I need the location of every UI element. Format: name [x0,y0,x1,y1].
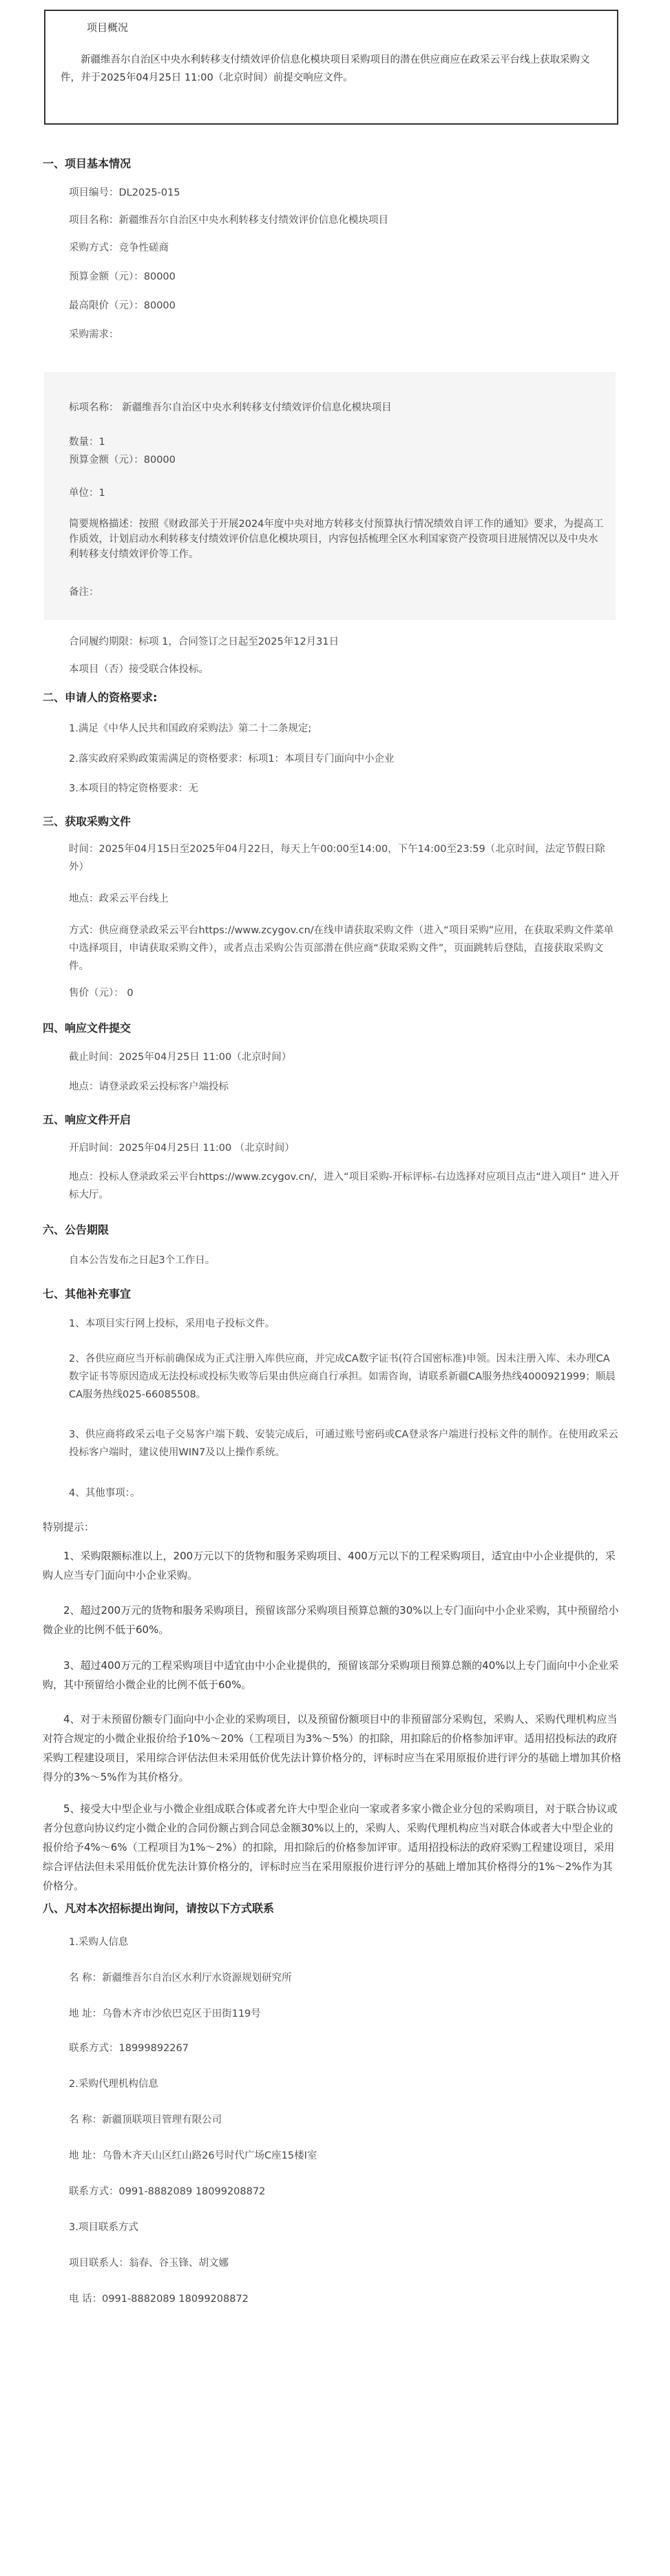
project-contacts: 项目联系人：翁春、谷玉锋、胡文娜 [69,2258,229,2269]
purchaser-name: 名 称：新疆维吾尔自治区水利厅水资源规划研究所 [69,1973,292,1984]
lot-unit: 单位：1 [69,488,105,499]
other-item-4: 4、其他事项：。 [69,1488,140,1499]
purchaser-address: 地 址：乌鲁木齐市沙依巴克区于田街119号 [69,2008,261,2019]
project-overview-box [44,10,618,125]
other-item-2: 2、各供应商应当开标前确保成为正式注册入库供应商，并完成CA数字证书(符合国密标准)申领。因未注册入库、未办理CA数字证书等原因造成无法投标或投标失败等后果由供应商自行承担。如需咨询，请联系新疆CA服务热线4000921999；顺晨CA服务热线025-66085508。 [69,1353,616,1400]
project-contact-heading: 3.项目联系方式 [69,2222,138,2233]
budget-amount: 预算金额（元）：80000 [69,271,176,282]
other-item-1: 1、本项目实行网上投标，采用电子投标文件。 [69,1318,275,1329]
special-notice-5: 5、接受大中型企业与小微企业组成联合体或者允许大中型企业向一家或者多家小微企业分包的采购项目，对于联合协议或者分包意向协议约定小微企业的合同份额占到合同总金额30%以上的，采购人、采购代理机构应当对联合体或者大中型企业的报价给予4%～6%（工程项目为1%～2%）的扣除，用扣除后的价格参加评审。适用招投标法的政府采购工程建设项目，采用综合评估法但未采用低价优先法计算价格分的，评标时应当在采用原报价进行评分的基础上增加其价格得分的1%～2%作为其价格分。 [43,1803,618,1892]
section-obtain-docs-heading: 三、获取采购文件 [43,815,132,828]
project-code: 项目编号：DL2025-015 [69,187,180,198]
max-price: 最高限价（元）：80000 [69,300,176,311]
special-notice-1: 1、采购限额标准以上，200万元以下的货物和服务采购项目、400万元以下的工程采购项目，适宜由中小企业提供的，采购人应当专门面向中小企业采购。 [43,1550,616,1581]
lot-budget: 预算金额（元）：80000 [69,455,176,466]
submission-place: 地点：请登录政采云投标客户端投标 [69,1081,229,1092]
qualification-3: 3.本项目的特定资格要求：无 [69,783,198,794]
project-name: 项目名称：新疆维吾尔自治区中央水利转移支付绩效评价信息化模块项目 [69,215,388,226]
submission-deadline: 截止时间：2025年04月25日 11:00（北京时间） [69,1052,292,1063]
announcement-period: 自本公告发布之日起3个工作日。 [69,1255,216,1266]
procurement-method: 采购方式：竞争性磋商 [69,242,169,253]
obtain-method: 方式：供应商登录政采云平台https://www.zcygov.cn/在线申请获取采购文件（进入“项目采购”应用，在获取采购文件菜单中选择项目，申请获取采购文件），或者点击采购公告页部潜在供应商“获取采购文件”，页面跳转后登陆，直接获取采购文件。 [69,925,614,972]
project-phone: 电 话：0991-8882089 18099208872 [69,2294,249,2305]
agency-name: 名 称：新疆顶联项目管理有限公司 [69,2115,222,2126]
purchaser-info-heading: 1.采购人信息 [69,1937,129,1948]
section-qualification-heading: 二、申请人的资格要求: [43,691,158,704]
opening-time: 开启时间：2025年04月25日 11:00 （北京时间） [69,1143,295,1154]
document-price: 售价（元）： 0 [69,988,134,999]
contract-period: 合同履约期限：标项 1，合同签订之日起至2025年12月31日 [69,636,339,647]
lot-quantity: 数量：1 [69,437,105,448]
qualification-1: 1.满足《中华人民共和国政府采购法》第二十二条规定; [69,723,312,734]
special-notice-3: 3、超过400万元的工程采购项目中适宜由中小企业提供的，预留该部分采购项目预算总额的40%以上专门面向中小企业采购，其中预留给小微企业的比例不低于60%。 [43,1659,619,1691]
section-contact-heading: 八、凡对本次招标提出询问，请按以下方式联系 [43,1902,275,1915]
section-other-heading: 七、其他补充事宜 [43,1287,132,1300]
overview-text: 新疆维吾尔自治区中央水利转移支付绩效评价信息化模块项目采购项目的潜在供应商应在政采云平台线上获取采购文件，并于2025年04月25日 11:00（北京时间）前提交响应文件。 [61,54,590,83]
consortium-note: 本项目（否）接受联合体投标。 [69,664,209,675]
lot-description: 简要规格描述：按照《财政部关于开展2024年度中央对地方转移支付预算执行情况绩效自评工作的通知》要求，为提高工作质效，计划启动水利转移支付绩效评价信息化模块项目，内容包括梳理全区水利国家资产投资项目进展情况以及中央水利转移支付绩效评价等工作。 [69,519,604,560]
section-submission-heading: 四、响应文件提交 [43,1021,132,1035]
lot-name: 标项名称： 新疆维吾尔自治区中央水利转移支付绩效评价信息化模块项目 [69,402,392,413]
procurement-requirement-label: 采购需求： [69,329,119,340]
obtain-time: 时间：2025年04月15日至2025年04月22日，每天上午00:00至14:00，下午14:00至23:59（北京时间，法定节假日除外） [69,844,605,873]
special-notice-title: 特别提示： [43,1521,95,1533]
agency-info-heading: 2.采购代理机构信息 [69,2079,158,2090]
special-notice-2: 2、超过200万元的货物和服务采购项目，预留该部分采购项目预算总额的30%以上专门面向中小企业采购，其中预留给小微企业的比例不低于60%。 [43,1604,619,1636]
special-notice-4: 4、对于未预留份额专门面向中小企业的采购项目，以及预留份额项目中的非预留部分采购包，采购人、采购代理机构应当对符合规定的小微企业报价给予10%～20%（工程项目为3%～5%）的扣除，用扣除后的价格参加评审。适用招投标法的政府采购工程建设项目，采用综合评估法但未采用低价优先法计算价格分的，评标时应当在采用原报价进行评分的基础上增加其价格得分的3%～5%作为其价格分。 [43,1713,622,1783]
opening-place: 地点：投标人登录政采云平台https://www.zcygov.cn/，进入“项目采购-开标评标-右边选择对应项目点击“进入项目” 进入开标大厅。 [69,1172,620,1201]
agency-address: 地 址：乌鲁木齐天山区红山路26号时代广场C座15楼I室 [69,2150,317,2161]
agency-phone: 联系方式：0991-8882089 18099208872 [69,2186,266,2197]
lot-remark: 备注： [69,587,99,598]
section-opening-heading: 五、响应文件开启 [43,1113,132,1126]
section-basic-info-heading: 一、项目基本情况 [43,157,132,170]
other-item-3: 3、供应商将政采云电子交易客户端下载、安装完成后，可通过账号密码或CA登录客户端进行投标文件的制作。在使用政采云投标客户端时，建议使用WIN7及以上操作系统。 [69,1429,618,1458]
qualification-2: 2.落实政府采购政策需满足的资格要求：标项1：本项目专门面向中小企业 [69,754,395,765]
section-period-heading: 六、公告期限 [43,1223,109,1236]
obtain-place: 地点：政采云平台线上 [69,893,169,904]
purchaser-phone: 联系方式：18999892267 [69,2043,189,2054]
overview-title: 项目概况 [87,21,129,34]
